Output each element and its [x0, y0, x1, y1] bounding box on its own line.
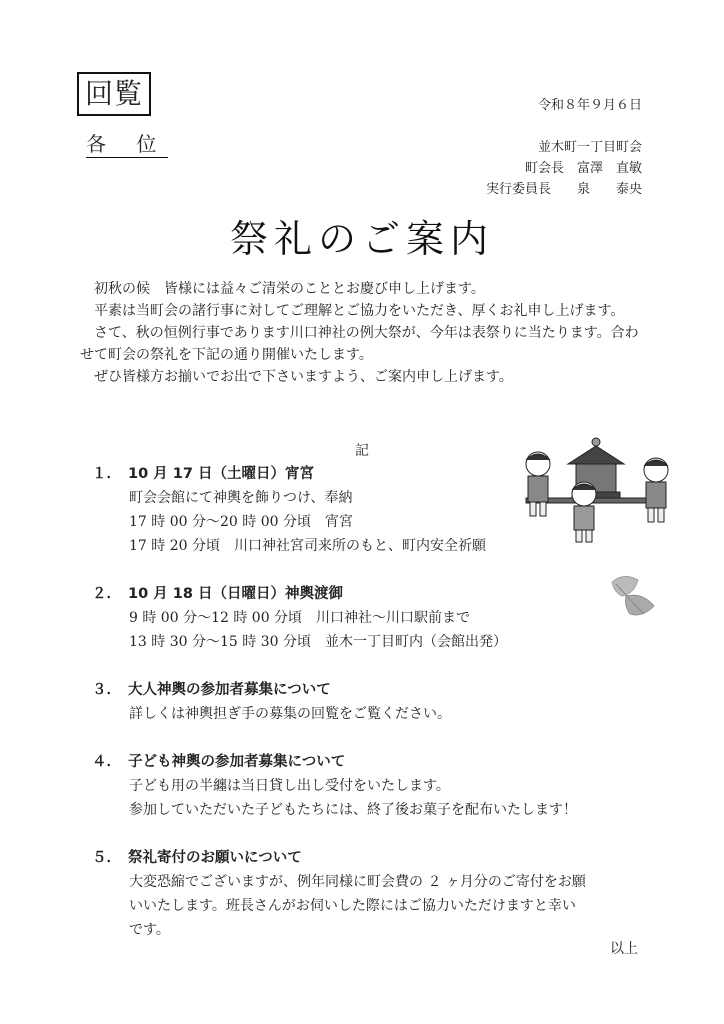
intro-paragraph: 平素は当町会の諸行事に対してご理解とご協力をいただき、厚くお礼申し上げます。: [94, 303, 625, 319]
intro-paragraph: 初秋の候 皆様には益々ご清栄のこととお慶び申し上げます。: [94, 281, 485, 297]
item-number: １．: [92, 466, 121, 482]
item-heading: 大人神輿の参加者募集について: [128, 682, 331, 698]
ki-heading: 記: [355, 443, 369, 459]
item-number: ３．: [92, 682, 121, 698]
item-line: 町会会館にて神輿を飾りつけ、奉納: [129, 490, 353, 506]
item-line: 詳しくは神輿担ぎ手の募集の回覧をご覧ください。: [129, 706, 451, 722]
item-heading: 10 月 17 日（土曜日）宵宮: [128, 466, 314, 482]
intro-paragraph: さて、秋の恒例行事であります川口神社の例大祭が、今年は表祭りに当たります。合わせて町会の祭礼を下記の通り開催いたします。: [80, 325, 639, 363]
item-line: 17 時 00 分～20 時 00 分頃 宵宮: [129, 514, 353, 530]
schedule-item-5: [92, 846, 586, 942]
children-carrying-mikoshi-illustration: [516, 424, 676, 544]
item-line: 大変恐縮でございますが、例年同様に町会費の ２ ヶ月分のご寄付をお願: [129, 874, 586, 890]
intro-paragraph: ぜひ皆様方お揃いでお出で下さいますよう、ご案内申し上げます。: [94, 369, 513, 385]
sender-committee: 実行委員長 泉 泰央: [485, 182, 642, 197]
page-title: 祭礼のご案内: [229, 217, 494, 261]
item-line: 子ども用の半纏は当日貸し出し受付をいたします。: [129, 778, 450, 794]
item-line: 13 時 30 分～15 時 30 分頃 並木一丁目町内（会館出発）: [129, 634, 507, 650]
item-number: ２．: [92, 586, 121, 602]
item-heading: 10 月 18 日（日曜日）神輿渡御: [128, 586, 343, 602]
schedule-item-3: [92, 678, 451, 726]
item-line: です。: [129, 922, 170, 938]
item-number: ５．: [92, 850, 121, 866]
item-heading: 祭礼寄付のお願いについて: [128, 850, 302, 866]
item-line: いいたします。班長さんがお伺いした際にはご協力いただけますと幸い: [129, 898, 576, 914]
item-line: 17 時 20 分頃 川口神社宮司来所のもと、町内安全祈願: [129, 538, 486, 554]
sender-chair: 町会長 富澤 直敏: [524, 161, 642, 176]
circular-stamp: 回覧: [77, 72, 151, 116]
item-heading: 子ども神輿の参加者募集について: [128, 754, 346, 770]
document-date: 令和８年９月６日: [537, 98, 642, 113]
item-number: ４．: [92, 754, 121, 770]
schedule-item-4: [92, 750, 577, 822]
item-line: 参加していただいた子どもたちには、終了後お菓子を配布いたします！: [129, 802, 577, 818]
schedule-item-1: [92, 462, 486, 558]
sender-org: 並木町一丁目町会: [537, 140, 642, 155]
schedule-item-2: [92, 582, 507, 654]
closing-ijou: 以上: [610, 941, 638, 957]
autumn-leaf-icon: [604, 566, 660, 622]
sender-block: [486, 137, 642, 200]
intro-text: [80, 278, 652, 388]
addressee: 各 位: [86, 132, 169, 156]
item-line: 9 時 00 分～12 時 00 分頃 川口神社～川口駅前まで: [129, 610, 471, 626]
